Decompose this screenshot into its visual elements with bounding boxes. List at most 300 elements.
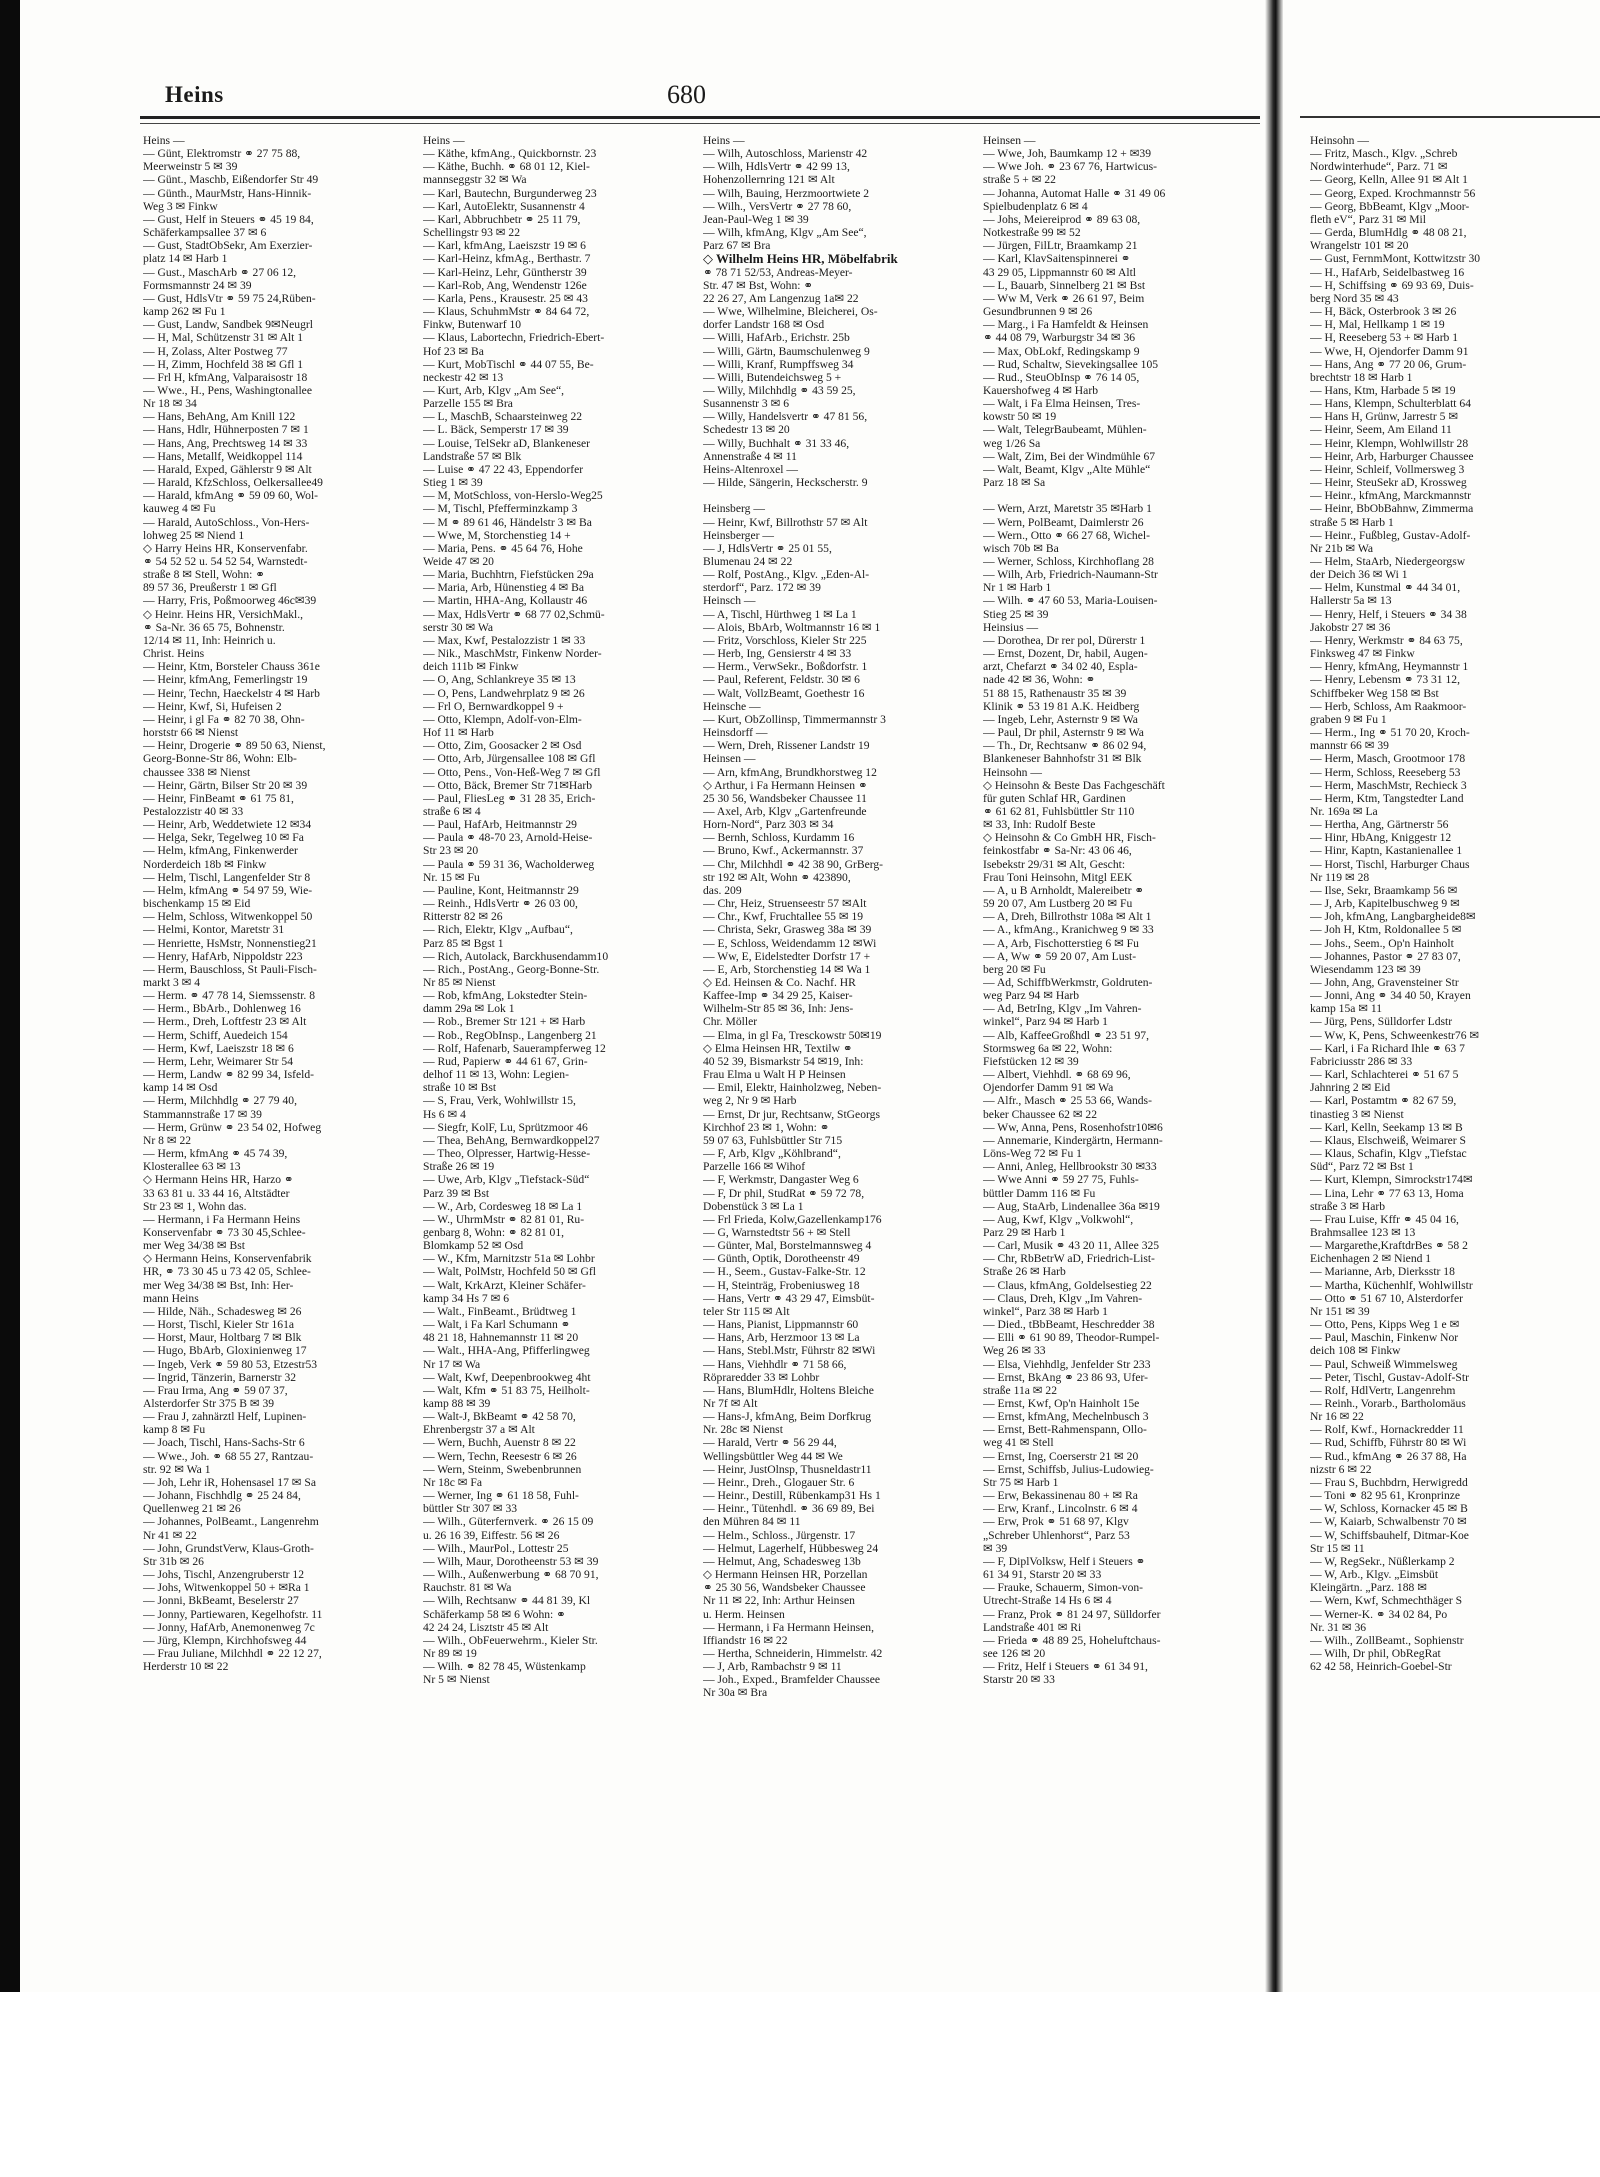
listing-line: Kaffee-Imp ⚭ 34 29 25, Kaiser- xyxy=(703,989,853,1003)
listing-line: Hs 6 ✉ 4 xyxy=(423,1107,466,1121)
listing-line: — Arn, kfmAng, Brundkhorstweg 12 xyxy=(703,765,877,779)
listing-line: — Paula ⚭ 48-70 23, Arnold-Heise- xyxy=(423,831,593,845)
listing-line: Str 15 ✉ 11 xyxy=(1310,1541,1365,1555)
listing-line: — Paula ⚭ 59 31 36, Wacholderweg xyxy=(423,857,595,871)
listing-line: — Jonni, Ang ⚭ 34 40 50, Krayen xyxy=(1310,989,1471,1003)
listing-line: — Harald, KfzSchloss, Oelkersallee49 xyxy=(143,476,323,490)
listing-line: — Günth, Optik, Dorotheenstr 49 xyxy=(703,1252,860,1266)
listing-line: Stieg 25 ✉ 39 xyxy=(983,607,1049,621)
listing-line: — Fritz, Helf i Steuers ⚭ 61 34 91, xyxy=(983,1660,1148,1674)
listing-line: 61 34 91, Starstr 20 ✉ 33 xyxy=(983,1568,1102,1582)
listing-line: — Johann, Fischhdlg ⚭ 25 24 84, xyxy=(143,1489,301,1503)
listing-line: Blomkamp 52 ✉ Osd xyxy=(423,1239,524,1253)
listing-line: — Wwe Anni ⚭ 59 27 75, Fuhls- xyxy=(983,1173,1139,1187)
listing-line: — Fritz, Masch., Klgv. „Schreb xyxy=(1310,147,1458,161)
listing-line: — Hans, BlumHdlr, Holtens Bleiche xyxy=(703,1383,874,1397)
listing-line: — Chr, RbBetrW aD, Friedrich-List- xyxy=(983,1252,1155,1266)
listing-line: — Walt, PolMstr, Hochfeld 50 ✉ Gfl xyxy=(423,1265,596,1279)
listing-line: — Herm, Masch, Grootmoor 178 xyxy=(1310,752,1466,766)
listing-line: — Nik., MaschMstr, Finkenw Norder- xyxy=(423,647,602,661)
listing-line: — Karl, Bautechn, Burgunderweg 23 xyxy=(423,186,597,200)
listing-line: Formsmannstr 24 ✉ 39 xyxy=(143,278,252,292)
listing-line: winkel“, Parz 94 ✉ Harb 1 xyxy=(983,1015,1108,1029)
listing-line: — Th., Dr, Rechtsanw ⚭ 86 02 94, xyxy=(983,739,1147,753)
listing-line: — Otto, Klempn, Adolf-von-Elm- xyxy=(423,712,582,726)
listing-line: — Aug, Kwf, Klgv „Volkwohl“, xyxy=(983,1212,1134,1226)
listing-line: — Wilh, kfmAng, Klgv „Am See“, xyxy=(703,226,867,240)
listing-line: — Toni ⚭ 82 95 61, Kronprinze xyxy=(1310,1489,1461,1503)
listing-line: — Otto, Zim, Goosacker 2 ✉ Osd xyxy=(423,739,582,753)
listing-line: — Helm, StaArb, Niedergeorgsw xyxy=(1310,555,1466,568)
listing-line: Finkw, Butenwarf 10 xyxy=(423,318,522,332)
listing-line: Norderdeich 18b ✉ Finkw xyxy=(143,857,267,871)
listing-line: Chr. Möller xyxy=(703,1015,758,1029)
listing-line: — Rich, Autolack, Barckhusendamm10 xyxy=(423,949,609,963)
listing-line: Parzelle 155 ✉ Bra xyxy=(423,397,513,411)
listing-line: — Jonni, BkBeamt, Beselerstr 27 xyxy=(143,1594,299,1608)
listing-line: — Günth., MaurMstr, Hans-Hinnik- xyxy=(143,186,312,200)
listing-line: ◇ Heinsohn & Co GmbH HR, Fisch- xyxy=(983,831,1156,845)
listing-line: — Hans, Ktm, Harbade 5 ✉ 19 xyxy=(1310,383,1456,397)
listing-line: wisch 70b ✉ Ba xyxy=(983,541,1059,555)
listing-line: Nr 18c ✉ Fa xyxy=(423,1475,482,1489)
listing-line: — Klaus, SchuhmMstr ⚭ 84 64 72, xyxy=(423,305,590,319)
listing-line: — Rud, Schiffb, Führstr 80 ✉ Wi xyxy=(1310,1436,1467,1450)
listing-line: — M, MotSchloss, von-Herslo-Weg25 xyxy=(423,489,603,503)
listing-line: — Heinr., kfmAng, Marckmannstr xyxy=(1310,489,1471,503)
listing-line: str 192 ✉ Alt, Wohn ⚭ 423890, xyxy=(703,870,851,884)
listing-line: — Gerda, BlumHdlg ⚭ 48 08 21, xyxy=(1310,226,1467,240)
listing-line: — Wilh., Güterfernverk. ⚭ 26 15 09 xyxy=(423,1515,594,1529)
listing-line: — Joh., Exped., Bramfelder Chaussee xyxy=(703,1673,881,1687)
listing-line: — Ad, SchiffbWerkmstr, Goldruten- xyxy=(983,976,1153,989)
listing-line: — Rud, Schaltw, Sievekingsallee 105 xyxy=(983,357,1159,371)
listing-line: Löns-Weg 72 ✉ Fu 1 xyxy=(983,1147,1082,1161)
listing-line: kamp 8 ✉ Fu xyxy=(143,1423,206,1437)
listing-line: 25 30 56, Wandsbeker Chaussee 11 xyxy=(703,791,867,805)
listing-line: — Hans, Metallf, Weidkoppel 114 xyxy=(143,449,303,463)
listing-line: deich 111b ✉ Finkw xyxy=(423,660,519,674)
column-3 xyxy=(703,134,975,1700)
listing-line: sterdorf“, Parz. 172 ✉ 39 xyxy=(703,581,821,595)
listing-line: Alsterdorfer Str 375 B ✉ 39 xyxy=(143,1397,275,1410)
listing-line: Gesundbrunnen 9 ✉ 26 xyxy=(983,305,1093,319)
listing-line: — Karl, KlavSaitenspinnerei ⚭ xyxy=(983,252,1131,266)
listing-line: — Gust, Helf in Steuers ⚭ 45 19 84, xyxy=(143,212,314,226)
listing-line: ◇ Heinsohn & Beste Das Fachgeschäft xyxy=(983,778,1165,792)
listing-line: — Herm., BbArb., Dohlenweg 16 xyxy=(143,1002,301,1016)
listing-line: — Wwe., Joh. ⚭ 68 55 27, Rantzau- xyxy=(143,1449,314,1463)
listing-line: Eichenhagen 2 ✉ Niend 1 xyxy=(1310,1252,1432,1266)
listing-line: platz 14 ✉ Harb 1 xyxy=(143,252,228,266)
listing-line: — Joh, Lehr iR, Hohensasel 17 ✉ Sa xyxy=(143,1475,316,1489)
listing-line: — Annemarie, Kindergärtn, Hermann- xyxy=(983,1133,1163,1147)
listing-line: Heinsohn — xyxy=(983,765,1042,779)
listing-line: kowstr 50 ✉ 19 xyxy=(983,410,1057,424)
header-rule-thin xyxy=(140,123,1260,124)
listing-line: — Herm, Kwf, Laeiszstr 18 ✉ 6 xyxy=(143,1041,294,1055)
listing-line: — Frl Frieda, Kolw,Gazellenkamp176 xyxy=(703,1212,882,1226)
listing-line: Blumenau 24 ✉ 22 xyxy=(703,555,793,568)
listing-line: straße 10 ✉ Bst xyxy=(423,1081,497,1095)
listing-line: Susannenstr 3 ✉ 6 xyxy=(703,397,790,411)
listing-line: Hof 23 ✉ Ba xyxy=(423,344,484,358)
listing-line: — Wilh, HdlsVertr ⚭ 42 99 13, xyxy=(703,160,850,174)
listing-line: — Helmut, Lagerhelf, Hübbesweg 24 xyxy=(703,1541,879,1555)
listing-line: — Erw, Bekassinenau 80 + ✉ Ra xyxy=(983,1489,1138,1503)
listing-line: — Walt, VollzBeamt, Goethestr 16 xyxy=(703,686,865,700)
listing-line: — Heinr, Drogerie ⚭ 89 50 63, Nienst, xyxy=(143,739,326,753)
listing-line: — Frl H, kfmAng, Valparaisostr 18 xyxy=(143,370,308,384)
listing-line: — Max, ObLokf, Redingskamp 9 xyxy=(983,344,1140,358)
listing-line: — E, Schloss, Weidendamm 12 ✉Wi xyxy=(703,936,877,950)
listing-line: — Rolf, HdlVertr, Langenrehm xyxy=(1310,1383,1456,1397)
listing-line: Heinsche — xyxy=(703,699,761,713)
listing-line: — Henry, Lebensm ⚭ 73 31 12, xyxy=(1310,673,1460,687)
listing-line: mann Heins xyxy=(143,1291,199,1305)
listing-line: — Wilh, Rechtsanw ⚭ 44 81 39, Kl xyxy=(423,1594,591,1608)
listing-line: — Siegfr, KolF, Lu, Sprützmoor 46 xyxy=(423,1120,588,1134)
listing-line: — Walt, i Fa Elma Heinsen, Tres- xyxy=(983,397,1141,411)
listing-line: — Wwe Joh. ⚭ 23 67 76, Hartwicus- xyxy=(983,160,1158,174)
listing-line: ⚭ 25 30 56, Wandsbeker Chaussee xyxy=(703,1581,866,1595)
listing-line: — Karl-Heinz, Lehr, Güntherstr 39 xyxy=(423,265,587,279)
listing-line: — H, Mal, Schützenstr 31 ✉ Alt 1 xyxy=(143,331,304,345)
listing-line: — Georg, Exped. Krochmannstr 56 xyxy=(1310,186,1476,200)
listing-line: — Wern, Steinm, Swebenbrunnen xyxy=(423,1462,582,1476)
listing-line: — Franz, Prok ⚭ 81 24 97, Sülldorfer xyxy=(983,1607,1161,1621)
listing-line: — Rob., Bremer Str 121 + ✉ Harb xyxy=(423,1015,586,1029)
listing-line: Ojendorfer Damm 91 ✉ Wa xyxy=(983,1081,1114,1095)
listing-line: 43 29 05, Lippmannstr 60 ✉ Altl xyxy=(983,265,1137,279)
listing-line: Hohenzollernring 121 ✉ Alt xyxy=(703,173,835,187)
listing-line: — Heinr, Techn, Haeckelstr 4 ✉ Harb xyxy=(143,686,320,700)
listing-line: — Chr., Kwf, Fruchtallee 55 ✉ 19 xyxy=(703,910,864,924)
listing-line: straße 6 ✉ 4 xyxy=(423,804,481,818)
listing-line: — Hans, Ang, Prechtsweg 14 ✉ 33 xyxy=(143,436,308,450)
listing-line: — Hinr, Kaptn, Kastanienallee 1 xyxy=(1310,844,1463,858)
listing-line: mannstr 66 ✉ 39 xyxy=(1310,739,1389,753)
listing-line: — Gust, FernmMont, Kottwitzstr 30 xyxy=(1310,252,1481,266)
listing-line: — Margarethe,KraftdrBes ⚭ 58 2 xyxy=(1310,1239,1468,1253)
listing-line: — Wilh., MaurPol., Lottestr 25 xyxy=(423,1541,569,1555)
listing-line: 12/14 ✉ 11, Inh: Heinrich u. xyxy=(143,633,276,647)
listing-line: — Herb, Schloss, Am Raakmoor- xyxy=(1310,699,1467,713)
listing-line: Nordwinterhude“, Parz. 71 ✉ xyxy=(1310,160,1448,174)
listing-line: — Willy, Handelsvertr ⚭ 47 81 56, xyxy=(703,410,868,424)
listing-line: — Günt, Elektromstr ⚭ 27 75 88, xyxy=(143,147,301,161)
listing-line: — Klaus, Labortechn, Friedrich-Ebert- xyxy=(423,331,605,345)
listing-line: arzt, Chefarzt ⚭ 34 02 40, Espla- xyxy=(983,660,1138,674)
listing-line: u. Herm. Heinsen xyxy=(703,1607,785,1621)
listing-line: — Kurt, MobTischl ⚭ 44 07 55, Be- xyxy=(423,357,594,371)
listing-line: Stammannstraße 17 ✉ 39 xyxy=(143,1107,262,1121)
listing-line: — Jürg, Klempn, Kirchhofsweg 44 xyxy=(143,1633,307,1647)
listing-line: brechtstr 18 ✉ Harb 1 xyxy=(1310,370,1413,384)
listing-line: kamp 15a ✉ 11 xyxy=(1310,1002,1383,1016)
listing-line: mer Weg 34/38 ✉ Bst, Inh: Her- xyxy=(143,1278,294,1292)
listing-line: — Wwe, Wilhelmine, Bleicherei, Os- xyxy=(703,305,878,319)
listing-line: Heinsberg — xyxy=(703,502,765,516)
listing-line: Stormsweg 6a ✉ 22, Wohn: xyxy=(983,1041,1113,1055)
column-4 xyxy=(983,134,1258,1686)
listing-line: — Helmi, Kontor, Maretstr 31 xyxy=(143,923,285,937)
listing-line: — Hans, Vertr ⚭ 43 29 47, Eimsbüt- xyxy=(703,1291,875,1305)
listing-line: — Maria, Arb, Hünenstieg 4 ✉ Ba xyxy=(423,581,585,595)
listing-line: — Walt, Zim, Bei der Windmühle 67 xyxy=(983,449,1156,463)
listing-line: — Elli ⚭ 61 90 89, Theodor-Rumpel- xyxy=(983,1331,1160,1345)
listing-line: — John, GrundstVerw, Klaus-Groth- xyxy=(143,1541,314,1555)
listing-line: ◇ Hermann Heins HR, Harzo ⚭ xyxy=(143,1173,294,1187)
listing-line: — Johannes, Pastor ⚭ 27 83 07, xyxy=(1310,949,1461,963)
listing-line: — Elma, in gl Fa, Tresckowstr 50✉19 xyxy=(703,1028,882,1042)
listing-line: — Martin, HHA-Ang, Kollaustr 46 xyxy=(423,594,588,608)
listing-line: — Karl, i Fa Richard Ihle ⚭ 63 7 xyxy=(1310,1041,1465,1055)
listing-line: Str 23 ✉ 20 xyxy=(423,844,479,858)
listing-line: — Hilde, Näh., Schadesweg ✉ 26 xyxy=(143,1304,302,1318)
listing-line xyxy=(703,489,975,502)
listing-line: — Wilh, Autoschloss, Marienstr 42 xyxy=(703,147,868,161)
listing-line: — Herm, MaschMstr, Rechieck 3 xyxy=(1310,778,1467,792)
listing-line: Nr 89 ✉ 19 xyxy=(423,1646,477,1660)
listing-line: — Ernst, Schiffsb, Julius-Ludowieg- xyxy=(983,1462,1154,1476)
listing-line: mer Weg 34/38 ✉ Bst xyxy=(143,1239,245,1253)
listing-line: — Rolf, Hafenarb, Sauerampferweg 12 xyxy=(423,1041,606,1055)
listing-line: — Ernst, kfmAng, Mechelnbusch 3 xyxy=(983,1410,1149,1424)
listing-line: ✉ 33, Inh: Rudolf Beste xyxy=(983,818,1096,832)
listing-line: — Heinr, JustOlnsp, Thusneldastr11 xyxy=(703,1462,872,1476)
page-number: 680 xyxy=(667,80,706,109)
listing-line: — Heinr, Klempn, Wohlwillstr 28 xyxy=(1310,436,1469,450)
listing-line: Schedestr 13 ✉ 20 xyxy=(703,423,790,437)
listing-line: — O, Ang, Schlankreye 35 ✉ 13 xyxy=(423,673,576,687)
listing-line: ◇ Arthur, i Fa Hermann Heinsen ⚭ xyxy=(703,778,868,792)
listing-line: Nr. 169a ✉ La xyxy=(1310,804,1378,818)
listing-line: — Heinr, Schleif, Vollmersweg 3 xyxy=(1310,462,1465,476)
header-rule xyxy=(140,116,1260,119)
listing-line: — H, Schiffsing ⚭ 69 93 69, Duis- xyxy=(1310,278,1474,292)
listing-line: horststr 66 ✉ Nienst xyxy=(143,726,239,740)
listing-line: lohweg 25 ✉ Niend 1 xyxy=(143,528,245,542)
listing-line: — Käthe, kfmAng., Quickbornstr. 23 xyxy=(423,147,597,161)
listing-line: Parzelle 166 ✉ Wihof xyxy=(703,1160,806,1174)
listing-line: ◇ Hermann Heinsen HR, Porzellan xyxy=(703,1568,868,1582)
listing-line: Str 31b ✉ 26 xyxy=(143,1554,204,1568)
listing-line: — Hans, Arb, Herzmoor 13 ✉ La xyxy=(703,1331,860,1345)
listing-line: Stieg 1 ✉ 39 xyxy=(423,476,483,490)
listing-line: Annenstraße 4 ✉ 11 xyxy=(703,449,797,463)
listing-line: Nr 7f ✉ Alt xyxy=(703,1397,758,1410)
listing-line: — Hermann, i Fa Hermann Heins xyxy=(143,1212,301,1226)
listing-line: — Maria, Buchhtrn, Fiefstücken 29a xyxy=(423,568,594,582)
listing-line: — Wwe, H, Ojendorfer Damm 91 xyxy=(1310,344,1469,358)
listing-line: Str. 47 ✉ Bst, Wohn: ⚭ xyxy=(703,278,814,292)
listing-line: — Ad, BetrIng, Klgv „Im Vahren- xyxy=(983,1002,1142,1016)
listing-line: Nr. 15 ✉ Fu xyxy=(423,870,480,884)
listing-line: — Christa, Sekr, Grasweg 38a ✉ 39 xyxy=(703,923,872,937)
listing-line: — Gust, HdlsVtr ⚭ 59 75 24,Rüben- xyxy=(143,291,316,305)
column-2 xyxy=(423,134,696,1686)
listing-line: Kauershofweg 4 ✉ Harb xyxy=(983,383,1098,397)
listing-line: damm 29a ✉ Lok 1 xyxy=(423,1002,515,1016)
listing-line: delhof 11 ✉ 13, Wohn: Legien- xyxy=(423,1068,569,1082)
listing-line: — Peter, Tischl, Gustav-Adolf-Str xyxy=(1310,1370,1469,1384)
listing-line: — Wilh., VersVertr ⚭ 27 78 60, xyxy=(703,199,852,213)
listing-line: — Paul, Schweiß Wimmelsweg xyxy=(1310,1357,1458,1371)
listing-line: — Günt., Maschb, Eißendorfer Str 49 xyxy=(143,173,319,187)
listing-line: — Hans-J, kfmAng, Beim Dorfkrug xyxy=(703,1410,872,1424)
listing-line: — Herm., Ing ⚭ 51 70 20, Kroch- xyxy=(1310,726,1470,740)
listing-line: Fiefstücken 12 ✉ 39 xyxy=(983,1054,1079,1068)
listing-line: — Wilh. ⚭ 47 60 53, Maria-Louisen- xyxy=(983,594,1158,608)
listing-line: — Rolf, Kwf., Hornackredder 11 xyxy=(1310,1423,1464,1437)
listing-line: — M, Tischl, Pfefferminzkamp 3 xyxy=(423,502,578,516)
listing-line: — Kurt, Arb, Klgv „Am See“, xyxy=(423,383,565,397)
listing-line: straße 5 ✉ Harb 1 xyxy=(1310,515,1394,529)
listing-line: Parz 39 ✉ Bst xyxy=(423,1186,490,1200)
listing-line: — Heinr, i gl Fa ⚭ 82 70 38, Ohn- xyxy=(143,712,305,726)
listing-line: Hof 11 ✉ Harb xyxy=(423,726,494,740)
listing-line: — Heinr, FinBeamt ⚭ 61 75 81, xyxy=(143,791,294,805)
listing-line: — Frl O, Bernwardkoppel 9 + xyxy=(423,699,564,713)
listing-line: — Wern, Buchh, Auenstr 8 ✉ 22 xyxy=(423,1436,576,1450)
listing-line: — Ingeb, Verk ⚭ 59 80 53, Etzestr53 xyxy=(143,1357,318,1371)
listing-line: Frau Toni Heinsohn, Mitgl EEK xyxy=(983,870,1133,884)
listing-line: — Wilh., ZollBeamt., Sophienstr xyxy=(1310,1633,1464,1647)
listing-line: — Hilde, Sängerin, Heckscherstr. 9 xyxy=(703,476,868,490)
listing-line: — Willy, Buchhalt ⚭ 31 33 46, xyxy=(703,436,850,450)
listing-line: — Bernh, Schloss, Kurdamm 16 xyxy=(703,831,855,845)
listing-line: — Hertha, Schneiderin, Himmelstr. 42 xyxy=(703,1646,883,1660)
listing-line: — Erw, Prok ⚭ 51 68 97, Klgv xyxy=(983,1515,1129,1529)
listing-line: Jean-Paul-Weg 1 ✉ 39 xyxy=(703,212,809,226)
listing-line: Heinsius — xyxy=(983,620,1039,634)
listing-line: winkel“, Parz 38 ✉ Harb 1 xyxy=(983,1304,1108,1318)
listing-line: straße 11a ✉ 22 xyxy=(983,1383,1057,1397)
listing-line: Frau Elma u Walt H P Heinsen xyxy=(703,1068,846,1082)
listing-line: Nr. 31 ✉ 36 xyxy=(1310,1620,1367,1634)
listing-line: — Heinr, BbObBahnw, Zimmerma xyxy=(1310,502,1474,516)
listing-line: — Helm, Tischl, Langenfelder Str 8 xyxy=(143,870,311,884)
listing-line: — A., kfmAng., Kranichweg 9 ✉ 33 xyxy=(983,923,1154,937)
listing-line: see 126 ✉ 20 xyxy=(983,1646,1046,1660)
listing-line: — Herm, kfmAng ⚭ 45 74 39, xyxy=(143,1147,288,1161)
listing-line: genbarg 8, Wohn: ⚭ 82 81 01, xyxy=(423,1225,565,1239)
listing-line: nade 42 ✉ 36, Wohn: ⚭ xyxy=(983,673,1096,687)
listing-line: Heinsen — xyxy=(703,752,756,766)
listing-line: — H, Mal, Hellkamp 1 ✉ 19 xyxy=(1310,318,1445,332)
listing-line: Fabriciusstr 286 ✉ 33 xyxy=(1310,1054,1413,1068)
listing-line: graben 9 ✉ Fu 1 xyxy=(1310,712,1387,726)
listing-line: — Heinr, kfmAng, Femerlingstr 19 xyxy=(143,673,308,687)
listing-line: — Died., tBbBeamt, Heschredder 38 xyxy=(983,1318,1155,1332)
listing-line: — Martha, Küchenhlf, Wohlwillstr xyxy=(1310,1278,1473,1292)
listing-line: Heinsdorff — xyxy=(703,726,768,740)
listing-line: — Herm, Schloss, Reeseberg 53 xyxy=(1310,765,1461,779)
listing-line: — W., UhrmMstr ⚭ 82 81 01, Ru- xyxy=(423,1212,585,1226)
listing-line: Rauchstr. 81 ✉ Wa xyxy=(423,1581,512,1595)
listing-line: — Hans, BehAng, Am Knill 122 xyxy=(143,410,296,424)
listing-line: — Wilh, Bauing, Herzmoortwiete 2 xyxy=(703,186,870,200)
listing-line: ✉ 39 xyxy=(983,1541,1008,1555)
listing-line: Kleingärtn. „Parz. 188 ✉ xyxy=(1310,1581,1427,1595)
listing-line: Straße 26 ✉ Harb xyxy=(983,1265,1066,1279)
listing-line: weg Parz 94 ✉ Harb xyxy=(983,989,1079,1003)
listing-line: Straße 26 ✉ 19 xyxy=(423,1160,495,1174)
listing-line: Parz 85 ✉ Bgst 1 xyxy=(423,936,504,950)
listing-line: — Anni, Anleg, Hellbrookstr 30 ✉33 xyxy=(983,1160,1157,1174)
listing-line: — Louise, TelSekr aD, Blankeneser xyxy=(423,436,591,450)
listing-line: Nr. 28c ✉ Nienst xyxy=(703,1423,783,1437)
listing-line: — Elsa, Viehhdlg, Jenfelder Str 233 xyxy=(983,1357,1151,1371)
listing-line: — H, Zolass, Alter Postweg 77 xyxy=(143,344,288,358)
listing-line: — Marianne, Arb, Dierksstr 18 xyxy=(1310,1265,1455,1279)
listing-line: — Otto ⚭ 51 67 10, Alsterdorfer xyxy=(1310,1291,1464,1305)
listing-line: — Jonny, HafArb, Anemonenweg 7c xyxy=(143,1620,315,1634)
listing-line: 33 63 81 u. 33 44 16, Altstädter xyxy=(143,1186,290,1200)
listing-line: — Theo, Olpresser, Hartwig-Hesse- xyxy=(423,1147,591,1161)
listing-line: Brahmsallee 123 ✉ 13 xyxy=(1310,1225,1416,1239)
listing-line: — H., Seem., Gustav-Falke-Str. 12 xyxy=(703,1265,866,1279)
listing-line: — Ernst, Dozent, Dr, habil, Augen- xyxy=(983,647,1148,661)
listing-line: — Aug, StaArb, Lindenallee 36a ✉19 xyxy=(983,1199,1160,1213)
listing-line: — Klaus, Elschweiß, Weimarer S xyxy=(1310,1133,1466,1147)
listing-line: — F, Dr phil, StudRat ⚭ 59 72 78, xyxy=(703,1186,865,1200)
listing-line: — Henry, kfmAng, Heymannstr 1 xyxy=(1310,660,1469,674)
listing-line: Schiffbeker Weg 158 ✉ Bst xyxy=(1310,686,1439,700)
listing-line: Wilhelm-Str 85 ✉ 36, Inh: Jens- xyxy=(703,1002,854,1016)
listing-line: ◇ Ed. Heinsen & Co. Nachf. HR xyxy=(703,976,856,989)
listing-line: — Alb, KaffeeGroßhdl ⚭ 23 51 97, xyxy=(983,1028,1149,1042)
listing-line: ◇ Elma Heinsen HR, Textilw ⚭ xyxy=(703,1041,853,1055)
listing-line: — Walt., FinBeamt., Brüdtweg 1 xyxy=(423,1304,577,1318)
listing-line: — Hans, Stebl.Mstr, Führstr 82 ✉Wi xyxy=(703,1344,876,1358)
listing-line: — Carl, Musik ⚭ 43 20 11, Allee 325 xyxy=(983,1239,1160,1253)
listing-line: — Heinr, Kwf, Si, Hufeisen 2 xyxy=(143,699,282,713)
listing-line: — Rich., PostAng., Georg-Bonne-Str. xyxy=(423,962,600,976)
listing-line: Isebekstr 29/31 ✉ Alt, Gescht: xyxy=(983,857,1126,871)
listing-line: ⚭ 54 52 52 u. 54 52 54, Warnstedt- xyxy=(143,555,308,568)
listing-line: — Karl, Kelln, Seekamp 13 ✉ B xyxy=(1310,1120,1463,1134)
listing-line: Nr 18 ✉ 34 xyxy=(143,397,197,411)
listing-line: 51 88 15, Rathenaustr 35 ✉ 39 xyxy=(983,686,1127,700)
listing-line: — Ingeb, Lehr, Asternstr 9 ✉ Wa xyxy=(983,712,1138,726)
listing-line: — Fritz, Vorschloss, Kieler Str 225 xyxy=(703,633,867,647)
listing-line: — Helm, Kunstmal ⚭ 44 34 01, xyxy=(1310,581,1461,595)
listing-line: — Johannes, PolBeamt., Langenrehm xyxy=(143,1515,319,1529)
listing-line: — Paul, HafArb, Heitmannstr 29 xyxy=(423,818,577,832)
listing-line: Nr 41 ✉ 22 xyxy=(143,1528,197,1542)
listing-line: Heins-Altenroxel — xyxy=(703,462,798,476)
listing-line: — Otto, Arb, Jürgensallee 108 ✉ Gfl xyxy=(423,752,596,766)
listing-line: — F, Werkmstr, Dangaster Weg 6 xyxy=(703,1173,859,1187)
listing-line: — Jürg, Pens, Sülldorfer Ldstr xyxy=(1310,1015,1453,1029)
listing-line: — E, Arb, Storchenstieg 14 ✉ Wa 1 xyxy=(703,962,871,976)
listing-line: — Alfr., Masch ⚭ 25 53 66, Wands- xyxy=(983,1094,1152,1108)
listing-line: Weg 26 ✉ 33 xyxy=(983,1344,1046,1358)
listing-line: ◇ Harry Heins HR, Konservenfabr. xyxy=(143,541,308,555)
listing-line: — Albert, Viehhdl. ⚭ 68 69 96, xyxy=(983,1068,1131,1082)
listing-line: Heinsberger — xyxy=(703,528,774,542)
listing-line: — Uwe, Arb, Klgv „Tiefstack-Süd“ xyxy=(423,1173,590,1187)
listing-line: — L, Bauarb, Sinnelberg 21 ✉ Bst xyxy=(983,278,1146,292)
listing-line: — Hermann, i Fa Hermann Heinsen, xyxy=(703,1620,874,1634)
listing-line: — Wern, Dreh, Rissener Landstr 19 xyxy=(703,739,870,753)
listing-line: — Georg, Kelln, Allee 91 ✉ Alt 1 xyxy=(1310,173,1468,187)
listing-line: — Henry, HafArb, Nippoldstr 223 xyxy=(143,949,303,963)
listing-line: ◇ Wilhelm Heins HR, Möbelfabrik xyxy=(703,252,898,266)
listing-line: berg 20 ✉ Fu xyxy=(983,962,1046,976)
